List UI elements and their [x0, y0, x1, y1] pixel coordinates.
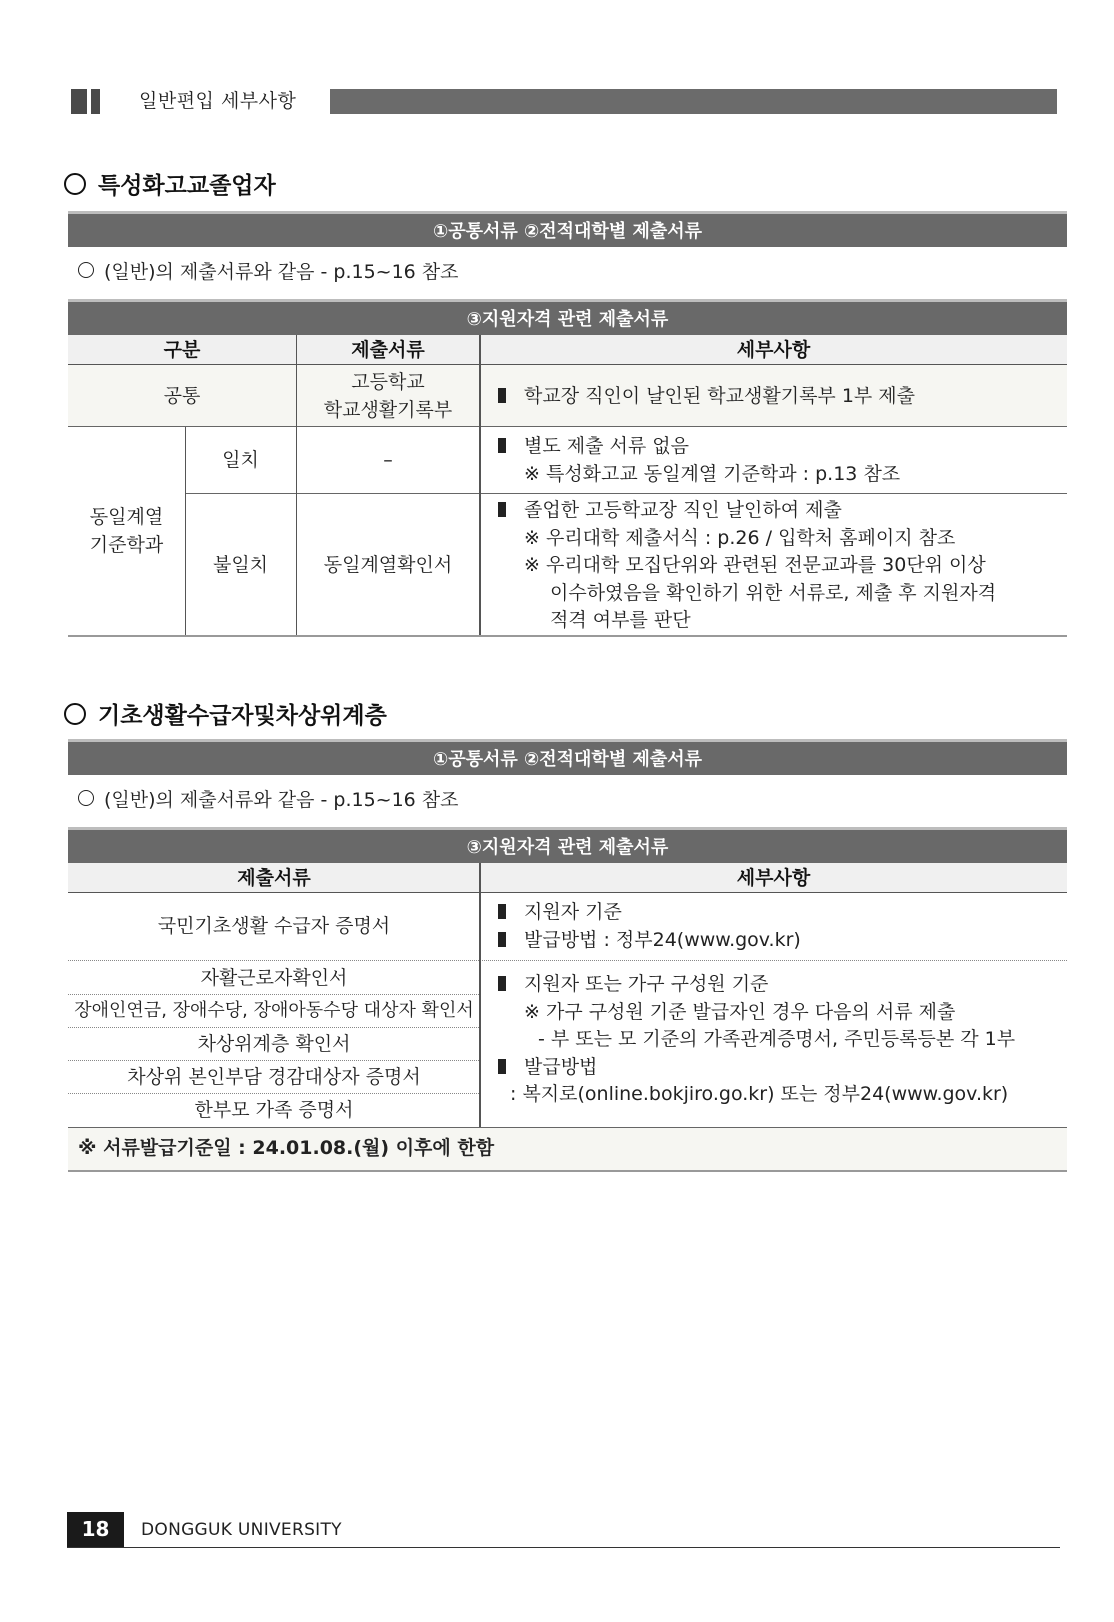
detail-text: - 부 또는 모 기준의 가족관계증명서, 주민등록등본 각 1부: [538, 1028, 1016, 1050]
circle-bullet-icon: [64, 703, 86, 725]
col-header-detail: 세부사항: [736, 866, 811, 889]
section1-banner-qualification: ③지원자격 관련 제출서류: [68, 299, 1067, 335]
row-common-detail: [498, 383, 915, 411]
circle-bullet-icon: [78, 790, 94, 806]
group-label-line: 동일계열: [89, 506, 164, 528]
detail-text: 적격 여부를 판단: [550, 609, 691, 631]
section2-banner-common: ①공통서류 ②전적대학별 제출서류: [68, 739, 1067, 775]
row-divider: [68, 426, 1067, 427]
row-match-detail: [498, 433, 900, 488]
section2-title-text: 기초생활수급자및차상위계층: [98, 703, 387, 729]
row-mismatch-sub: 불일치: [212, 553, 269, 576]
section1-note: [78, 258, 459, 286]
row-match-sub: 일치: [222, 449, 259, 471]
square-bullet-icon: [498, 502, 506, 517]
section2-note: [78, 786, 459, 814]
section2-title: [64, 700, 387, 732]
col-divider: [296, 335, 297, 635]
circle-bullet-icon: [64, 173, 86, 195]
row-match-document: –: [383, 449, 393, 471]
document-line: 학교생활기록부: [323, 398, 453, 421]
detail-text: 지원자 기준: [524, 901, 622, 923]
header-marker: [71, 89, 87, 114]
row2-detail: [498, 971, 1015, 1109]
col-header-document: 제출서류: [237, 866, 311, 889]
row-mismatch-document: 동일계열확인서: [323, 553, 453, 576]
section2-banner-qualification: ③지원자격 관련 제출서류: [68, 827, 1067, 863]
detail-text: ※ 특성화고교 동일계열 기준학과 : p.13 참조: [524, 462, 901, 485]
row2-document: 차상위 본인부담 경감대상자 증명서: [127, 1065, 421, 1088]
detail-text: 지원자 또는 가구 구성원 기준: [524, 973, 769, 995]
row2-document: 자활근로자확인서: [200, 966, 348, 989]
header-marker: [91, 89, 100, 114]
detail-text: 발급방법 : 정부24(www.gov.kr): [524, 928, 801, 951]
detail-text: 이수하였음을 확인하기 위한 서류로, 제출 후 지원자격: [550, 581, 997, 604]
row-mismatch-detail: [498, 497, 996, 635]
square-bullet-icon: [498, 1059, 506, 1074]
row2-document: 차상위계층 확인서: [197, 1032, 351, 1055]
square-bullet-icon: [498, 904, 506, 919]
detail-text: : 복지로(online.bokjiro.go.kr) 또는 정부24(www.gov.kr): [510, 1083, 1009, 1105]
table-bottom-border: [68, 635, 1067, 637]
header-title: 일반편입 세부사항: [139, 90, 297, 112]
detail-text: 별도 제출 서류 없음: [524, 435, 689, 457]
row-divider: [185, 493, 1067, 494]
footnote: ※ 서류발급기준일 : 24.01.08.(월) 이후에 한함: [78, 1137, 495, 1159]
document-line: 고등학교: [351, 370, 425, 393]
row2-document: 한부모 가족 증명서: [194, 1098, 354, 1121]
detail-text: ※ 우리대학 제출서식 : p.26 / 입학처 홈페이지 참조: [524, 526, 956, 549]
col-divider-double: [479, 335, 481, 635]
col-header-detail: 세부사항: [736, 338, 811, 361]
square-bullet-icon: [498, 388, 506, 403]
table-bottom-border: [68, 1170, 1067, 1172]
detail-text: ※ 우리대학 모집단위와 관련된 전문교과를 30단위 이상: [524, 554, 986, 576]
page-number: 18: [67, 1512, 124, 1547]
row1-detail: [498, 899, 801, 954]
detail-text: 발급방법: [524, 1055, 598, 1078]
footer-university: DONGGUK UNIVERSITY: [141, 1520, 342, 1540]
detail-text: 졸업한 고등학교장 직인 날인하여 제출: [524, 499, 842, 521]
col-divider-double: [479, 863, 481, 1127]
col-divider: [185, 427, 186, 635]
detail-text: ※ 가구 구성원 기준 발급자인 경우 다음의 서류 제출: [524, 1000, 956, 1023]
header-bar: [330, 89, 1057, 114]
section1-note-text: (일반)의 제출서류와 같음 - p.15~16 참조: [104, 261, 459, 283]
section1-title-text: 특성화고교졸업자: [98, 173, 276, 199]
square-bullet-icon: [498, 438, 506, 453]
col-header-category: 구분: [163, 338, 201, 361]
section2-table: [68, 863, 1067, 1193]
section1-table: [68, 335, 1067, 631]
square-bullet-icon: [498, 976, 506, 991]
detail-text: 학교장 직인이 날인된 학교생활기록부 1부 제출: [524, 385, 916, 407]
footer-rule: [67, 1547, 1060, 1548]
row1-document: 국민기초생활 수급자 증명서: [157, 915, 391, 937]
square-bullet-icon: [498, 932, 506, 947]
row-common-document: [296, 365, 480, 426]
section1-banner-common: ①공통서류 ②전적대학별 제출서류: [68, 211, 1067, 247]
circle-bullet-icon: [78, 262, 94, 278]
col-header-document: 제출서류: [351, 338, 425, 361]
row-common-category: 공통: [163, 384, 201, 407]
section1-title: [64, 170, 276, 202]
group-label: [68, 427, 185, 635]
row2-document: 장애인연금, 장애수당, 장애아동수당 대상자 확인서: [74, 999, 474, 1021]
section2-note-text: (일반)의 제출서류와 같음 - p.15~16 참조: [104, 789, 459, 811]
group-label-line: 기준학과: [89, 534, 164, 556]
